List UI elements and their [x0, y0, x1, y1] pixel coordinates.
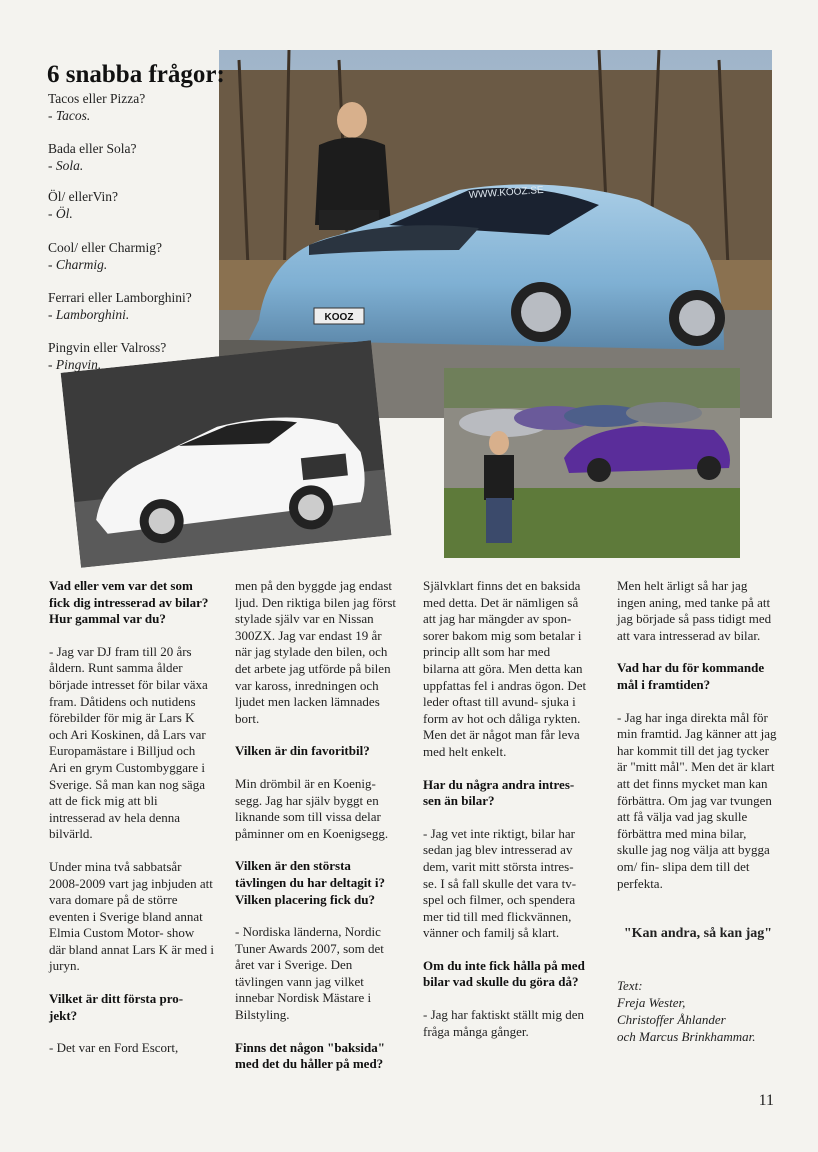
interview-answer: Min drömbil är en Koenig- segg. Jag har själv byggt en liknande som till vissa delar påminner om en Koenigsegg. — [235, 775, 389, 841]
interview-answer: - Jag har faktiskt ställt mig den fråga många gånger. — [423, 1007, 585, 1039]
interview-answer: - Det var en Ford Escort, — [49, 1040, 179, 1056]
question: Ferrari eller Lamborghini? — [48, 290, 192, 305]
credits — [617, 977, 779, 1045]
interview-question: Vad eller vem var det som fick dig intresserad av bilar? Hur gammal var du? — [49, 578, 209, 627]
answer: - Charmig. — [48, 257, 108, 272]
question: Tacos eller Pizza? — [48, 91, 146, 106]
question: Cool/ eller Charmig? — [48, 240, 162, 255]
quick-question-1 — [48, 90, 218, 124]
answer: - Öl. — [48, 206, 73, 221]
answer: - Pingvin. — [48, 357, 102, 372]
credit-author: Christoffer Åhlander — [617, 1011, 726, 1027]
answer: - Sola. — [48, 158, 84, 173]
body-paragraph: men på den byggde jag endast ljud. Den riktiga bilen jag först stylade själv var en Nissan 300ZX. Jag var endast 19 år när jag stylade den bilen, och det arbete jag utförde på bilen var kaross, inredningen och ljudet men lacken lämnades bort. — [235, 578, 397, 726]
quick-question-2 — [48, 140, 218, 174]
article-column-4 — [617, 578, 779, 1045]
quick-question-4 — [48, 239, 218, 273]
question: Pingvin eller Valross? — [48, 340, 167, 355]
page-number: 11 — [758, 1092, 774, 1109]
license-plate: KOOZ — [324, 312, 354, 323]
interview-question: Om du inte fick hålla på med bilar vad skulle du göra då? — [423, 957, 585, 990]
article-column-3 — [423, 578, 588, 1056]
interview-question: Har du några andra intres- sen än bilar? — [423, 776, 575, 809]
interview-answer: - Nordiska länderna, Nordic Tuner Awards 2007, som det året var i Sverige. Den tävlingen vann jag vilket innebar Nordisk Mästare i Bilstyling. — [235, 924, 384, 1023]
interview-answer: - Jag var DJ fram till 20 års åldern. Runt samma ålder började intresset för bilar växa fram. Dåtidens och nutidens förebilder för mig är Lars K och Ari Koskinen, då Lars var Europamästare i Billjud och Ari en grym Custombyggare i Sverige. Så man kan nog säga att de fick mig att bli intresserad av hela denna bilvärld. — [49, 643, 208, 842]
quick-question-6 — [48, 339, 218, 373]
windshield-banner: WWW.KOOZ.SE — [468, 184, 545, 201]
interview-question: Vilken är den största tävlingen du har deltagit i? Vilken placering fick du? — [235, 858, 386, 907]
credit-author: Freja Wester, — [617, 994, 686, 1010]
credit-label: Text: — [617, 977, 643, 993]
article-column-2 — [235, 578, 400, 1089]
quick-question-3 — [48, 188, 218, 222]
answer: - Tacos. — [48, 108, 91, 123]
interview-question: Finns det någon "baksida" med det du håller på med? — [235, 1039, 385, 1072]
question: Öl/ ellerVin? — [48, 189, 119, 204]
article-column-1 — [49, 578, 214, 1073]
quick-question-5 — [48, 289, 218, 323]
interview-question: Vilken är din favoritbil? — [235, 743, 370, 759]
interview-question: Vad har du för kommande mål i framtiden? — [617, 660, 765, 692]
pull-quote: "Kan andra, så kan jag" — [623, 926, 773, 942]
credit-author: och Marcus Brinkhammar. — [617, 1028, 756, 1044]
body-paragraph: Men helt ärligt så har jag ingen aning, med tanke på att jag började så pass tidigt med att vara intresserad av bilar. — [617, 578, 772, 643]
answer: - Lamborghini. — [48, 307, 130, 322]
white-car-photo — [61, 340, 392, 568]
car-group-photo — [444, 368, 740, 558]
question: Bada eller Sola? — [48, 141, 137, 156]
body-paragraph: Under mina två sabbatsår 2008-2009 vart jag inbjuden att vara domare på de större eventen i Sverige bland annat Elmia Custom Motor- show där bland annat Lars K är med i juryn. — [49, 858, 214, 974]
interview-answer: - Jag vet inte riktigt, bilar har sedan jag blev intresserad av dem, varit mitt största intres- se. I så fall skulle det vara tv- spel och filmer, och spendera mer tid till med flickvännen, vänner och familj så klart. — [423, 825, 577, 941]
interview-answer: - Jag har inga direkta mål för min framtid. Jag känner att jag har kommit till det jag tycker är "mitt mål". Men det är klart att det finns mycket man kan förbättra. Om jag var tvungen att få välja vad jag skulle förbättra med mina bilar, skulle jag nog välja att bygga om/ fin- slipa dem till det perfekta. — [617, 709, 777, 891]
interview-question: Vilket är ditt första pro- jekt? — [49, 991, 184, 1023]
page-heading: 6 snabba frågor: — [47, 60, 225, 88]
body-paragraph: Självklart finns det en baksida med detta. Det är nämligen så att jag har mängder av spon- sorer bakom mig som betalar i princip allt som har med bilarna att göra. Men detta kan uppfattas fel i andras ögon. Det leder oftast till avund- sjuka i form av hot och dåliga rykten. Men det är något man får leva med helt enkelt. — [423, 578, 587, 759]
